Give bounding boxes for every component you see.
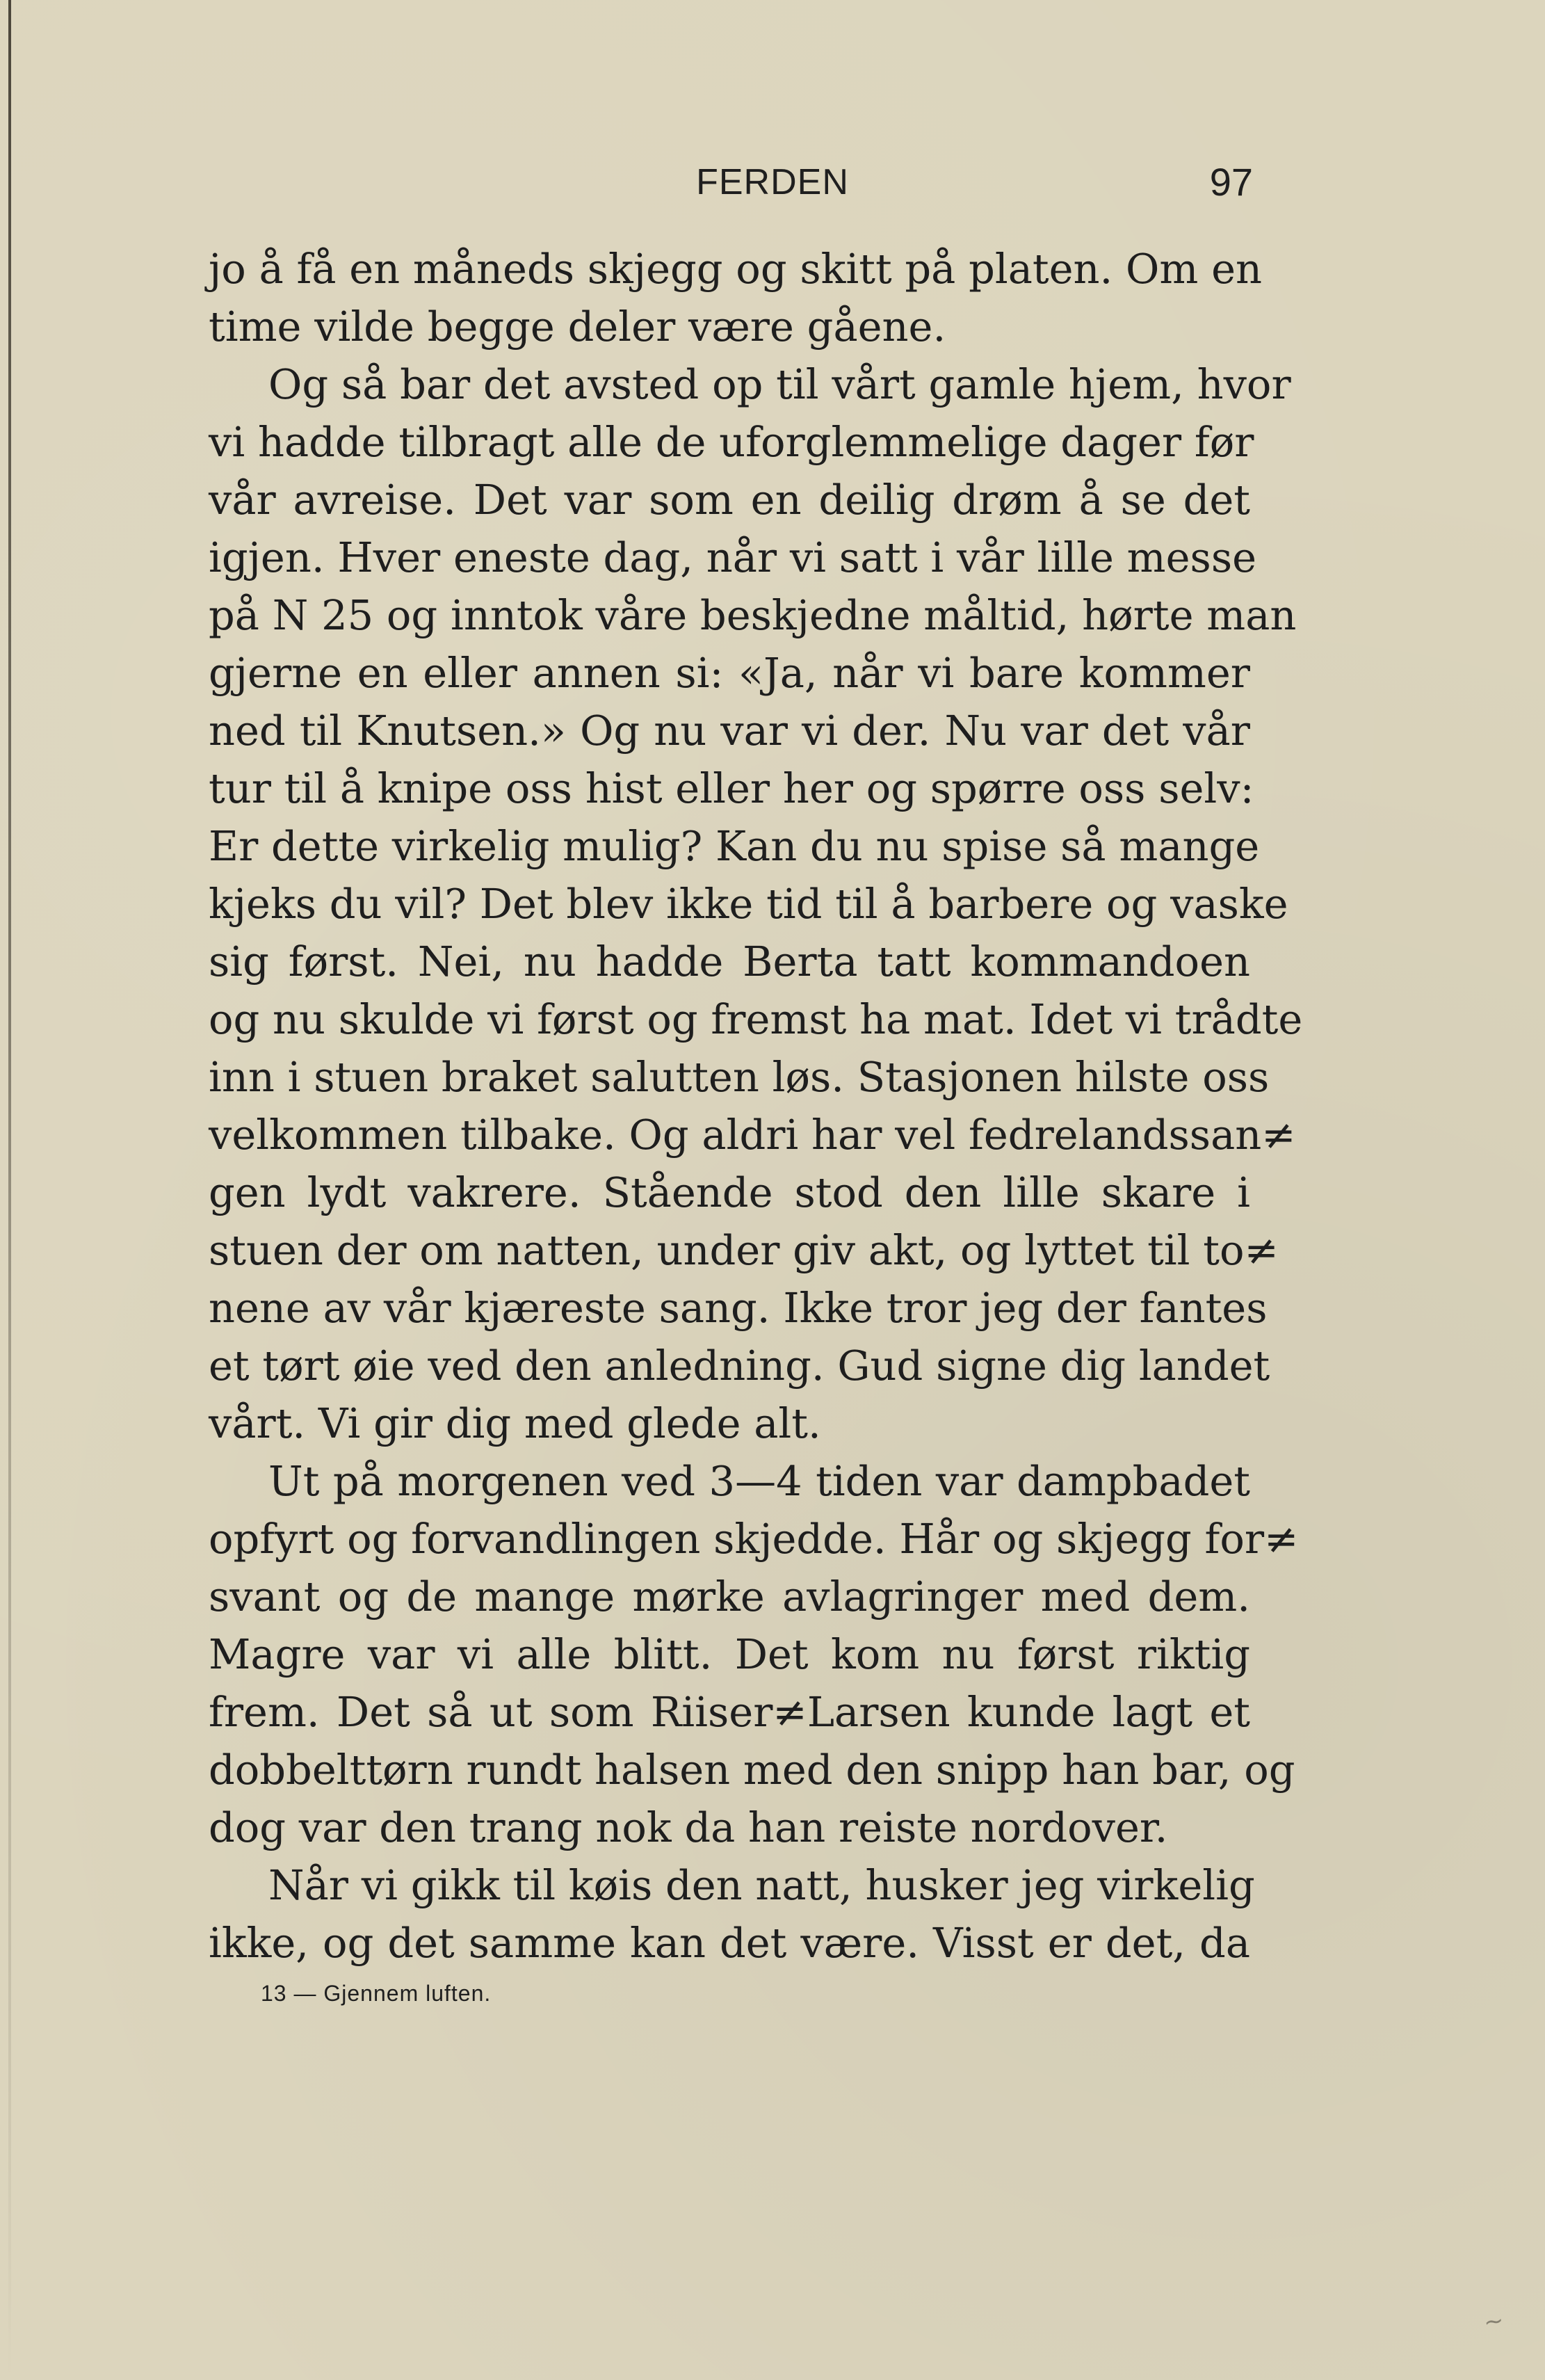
text-line: nene av vår kjæreste sang. Ikke tror jeg der fantes (209, 1284, 1268, 1332)
text-line: et tørt øie ved den anledning. Gud signe dig landet (209, 1342, 1270, 1390)
text-line: kjeks du vil? Det blev ikke tid til å barbere og vaske (209, 880, 1288, 928)
text-line: gen lydt vakrere. Stående stod den lille skare i (209, 1168, 1250, 1216)
text-line: Og så bar det avsted op til vårt gamle hjem, hvor (268, 360, 1291, 408)
text-line: frem. Det så ut som Riiser≠Larsen kunde lagt et (209, 1688, 1250, 1736)
text-line: stuen der om natten, under giv akt, og lyttet til to≠ (209, 1226, 1279, 1274)
text-line: time vilde begge deler være gåene. (209, 303, 946, 351)
text-line: inn i stuen braket salutten løs. Stasjonen hilste oss (209, 1053, 1270, 1101)
text-line: vårt. Vi gir dig med glede alt. (209, 1399, 821, 1447)
text-line: tur til å knipe oss hist eller her og spørre oss selv: (209, 764, 1254, 812)
text-line: vår avreise. Det var som en deilig drøm å se det (209, 476, 1250, 524)
text-line: vi hadde tilbragt alle de uforglemmelige dager før (209, 418, 1254, 466)
text-line: sig først. Nei, nu hadde Berta tatt kommandoen (209, 938, 1250, 986)
text-line: Ut på morgenen ved 3—4 tiden var dampbadet (268, 1457, 1250, 1505)
text-line: ikke, og det samme kan det være. Visst er det, da (209, 1919, 1250, 1967)
text-line: velkommen tilbake. Og aldri har vel fedrelandssan≠ (209, 1111, 1296, 1159)
text-line: svant og de mange mørke avlagringer med dem. (209, 1573, 1250, 1621)
text-line: dobbelttørn rundt halsen med den snipp han bar, og (209, 1746, 1295, 1794)
pencil-mark-icon: ~ (1481, 2306, 1505, 2337)
body-text (209, 240, 1303, 1972)
text-line: opfyrt og forvandlingen skjedde. Hår og skjegg for≠ (209, 1515, 1299, 1563)
text-line: og nu skulde vi først og fremst ha mat. Idet vi trådte (209, 995, 1303, 1043)
text-line: på N 25 og inntok våre beskjedne måltid, hørte man (209, 591, 1297, 639)
text-line: jo å få en måneds skjegg og skitt på platen. Om en (209, 245, 1263, 293)
text-line: Er dette virkelig mulig? Kan du nu spise så mange (209, 822, 1260, 870)
running-title: FERDEN (696, 162, 849, 202)
text-line: dog var den trang nok da han reiste nordover. (209, 1803, 1168, 1851)
signature-mark: 13 — Gjennem luften. (261, 1981, 492, 2006)
page-gutter-edge (8, 0, 11, 2380)
text-line: gjerne en eller annen si: «Ja, når vi bare kommer (209, 649, 1250, 697)
text-line: igjen. Hver eneste dag, når vi satt i vår lille messe (209, 533, 1257, 581)
text-line: Magre var vi alle blitt. Det kom nu først riktig (209, 1630, 1250, 1678)
page-number: 97 (1209, 160, 1253, 204)
running-header (0, 154, 1545, 210)
text-line: Når vi gikk til køis den natt, husker jeg virkelig (268, 1861, 1255, 1909)
text-line: ned til Knutsen.» Og nu var vi der. Nu var det vår (209, 707, 1250, 755)
